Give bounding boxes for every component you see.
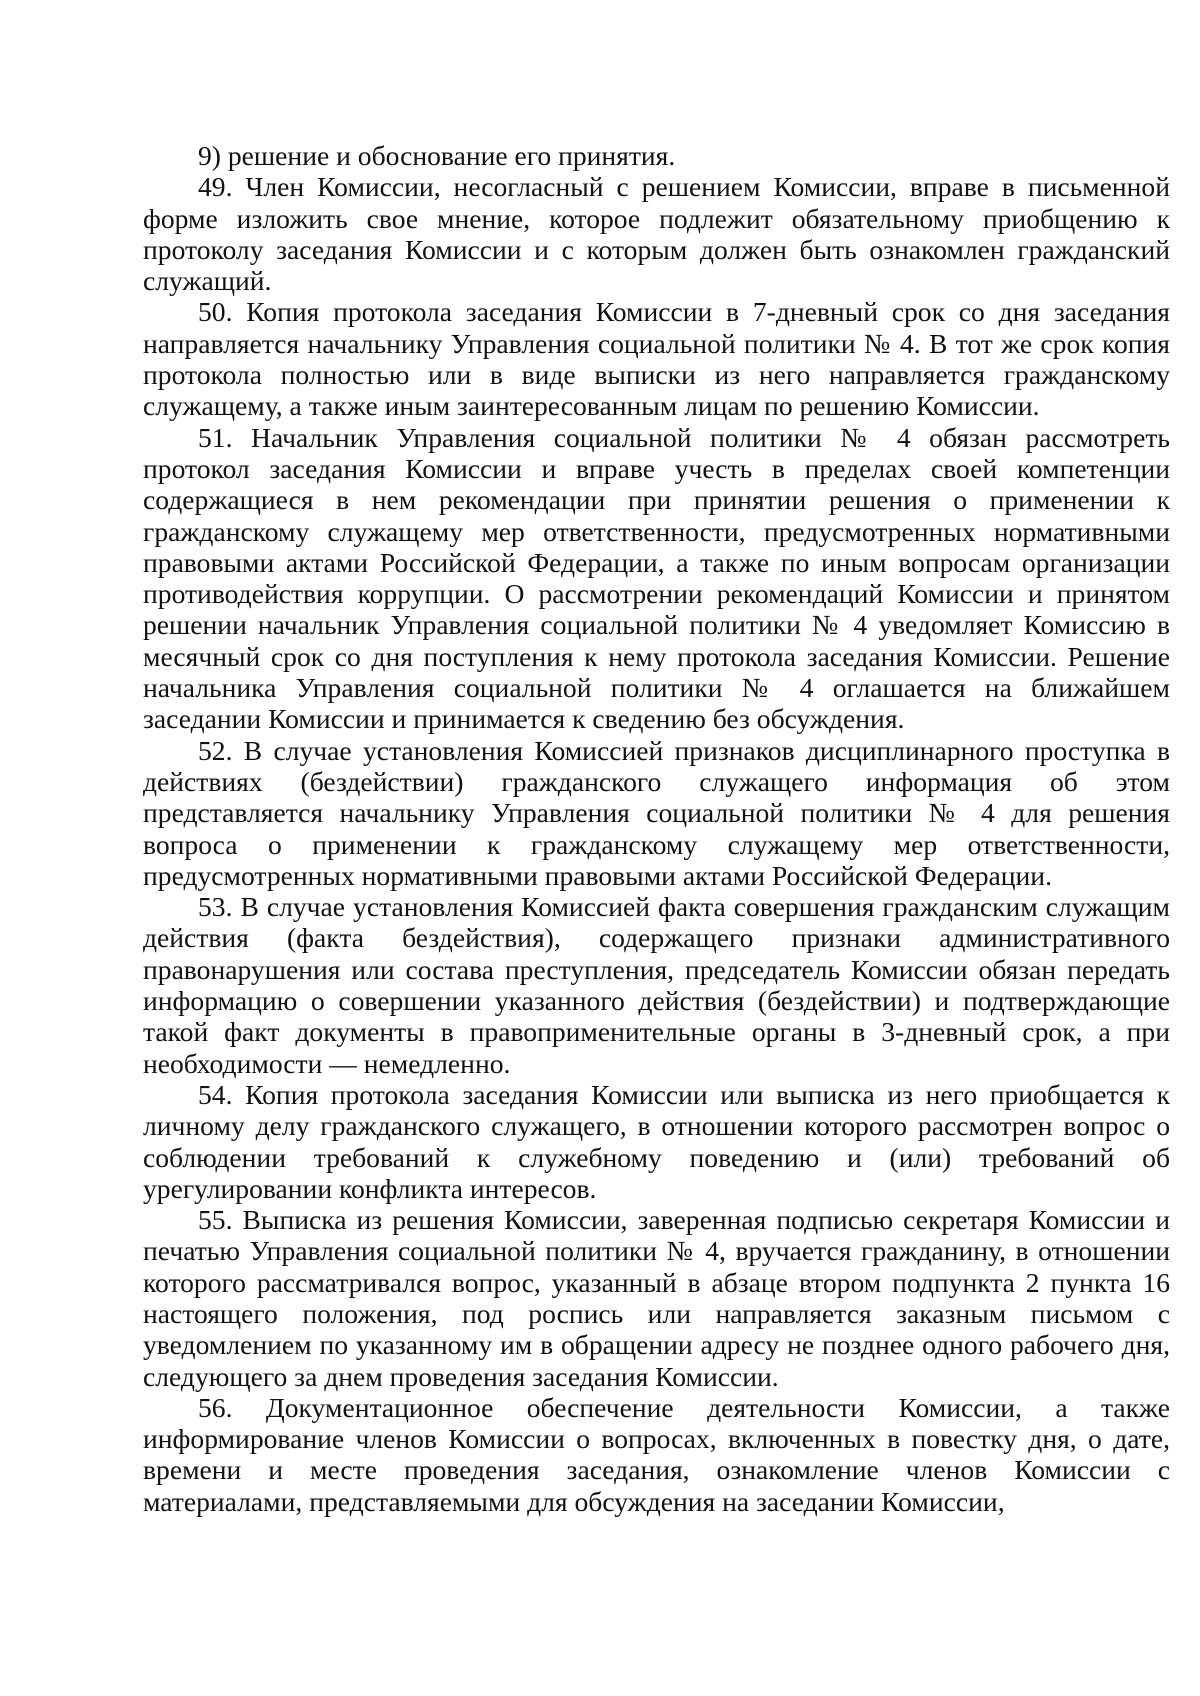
paragraph-item-9: 9) решение и обоснование его принятия. (198, 140, 676, 171)
paragraph-54: 54. Копия протокола заседания Комиссии или выписка из него приобщается к личному делу гражданского служащего, в отношении которого рассмотрен вопрос о соблюдении требований к служебному поведению и (или) требований об урегулировании конфликта интересов. (143, 1078, 1170, 1204)
paragraph-56: 56. Документационное обеспечение деятельности Комиссии, а также информирование членов Комиссии о вопросах, включенных в повестку дня, о дате, времени и месте проведения заседания, ознакомление членов Комиссии с материалами, представляемыми для обсуждения на заседании Комиссии, (143, 1391, 1170, 1517)
document-page (143, 140, 1170, 1517)
paragraph-50: 50. Копия протокола заседания Комиссии в 7-дневный срок со дня заседания направляется начальнику Управления социальной политики № 4. В тот же срок копия протокола полностью или в виде выписки из него направляется гражданскому служащему, а также иным заинтересованным лицам по решению Комиссии. (143, 296, 1170, 422)
paragraph-53: 53. В случае установления Комиссией факта совершения гражданским служащим действия (факта бездействия), содержащего признаки административного правонарушения или состава преступления, председатель Комиссии обязан передать информацию о совершении указанного действия (бездействии) и подтверждающие такой факт документы в правоприменительные органы в 3-дневный срок, а при необходимости — немедленно. (143, 891, 1170, 1079)
paragraph-55: 55. Выписка из решения Комиссии, заверенная подписью секретаря Комиссии и печатью Управления социальной политики № 4, вручается гражданину, в отношении которого рассматривался вопрос, указанный в абзаце втором подпункта 2 пункта 16 настоящего положения, под роспись или направляется заказным письмом с уведомлением по указанному им в обращении адресу не позднее одного рабочего дня, следующего за днем проведения заседания Комиссии. (143, 1204, 1170, 1392)
paragraph-51: 51. Начальник Управления социальной политики № 4 обязан рассмотреть протокол заседания Комиссии и вправе учесть в пределах своей компетенции содержащиеся в нем рекомендации при принятии решения о применении к гражданскому служащему мер ответственности, предусмотренных нормативными правовыми актами Российской Федерации, а также по иным вопросам организации противодействия коррупции. О рассмотрении рекомендаций Комиссии и принятом решении начальник Управления социальной политики № 4 уведомляет Комиссию в месячный срок со дня поступления к нему протокола заседания Комиссии. Решение начальника Управления социальной политики № 4 оглашается на ближайшем заседании Комиссии и принимается к сведению без обсуждения. (143, 421, 1170, 735)
paragraph-52: 52. В случае установления Комиссией признаков дисциплинарного проступка в действиях (бездействии) гражданского служащего информация об этом представляется начальнику Управления социальной политики № 4 для решения вопроса о применении к гражданскому служащему мер ответственности, предусмотренных нормативными правовыми актами Российской Федерации. (143, 734, 1170, 891)
paragraph-49: 49. Член Комиссии, несогласный с решением Комиссии, вправе в письменной форме изложить свое мнение, которое подлежит обязательному приобщению к протоколу заседания Комиссии и с которым должен быть ознакомлен гражданский служащий. (143, 171, 1170, 297)
